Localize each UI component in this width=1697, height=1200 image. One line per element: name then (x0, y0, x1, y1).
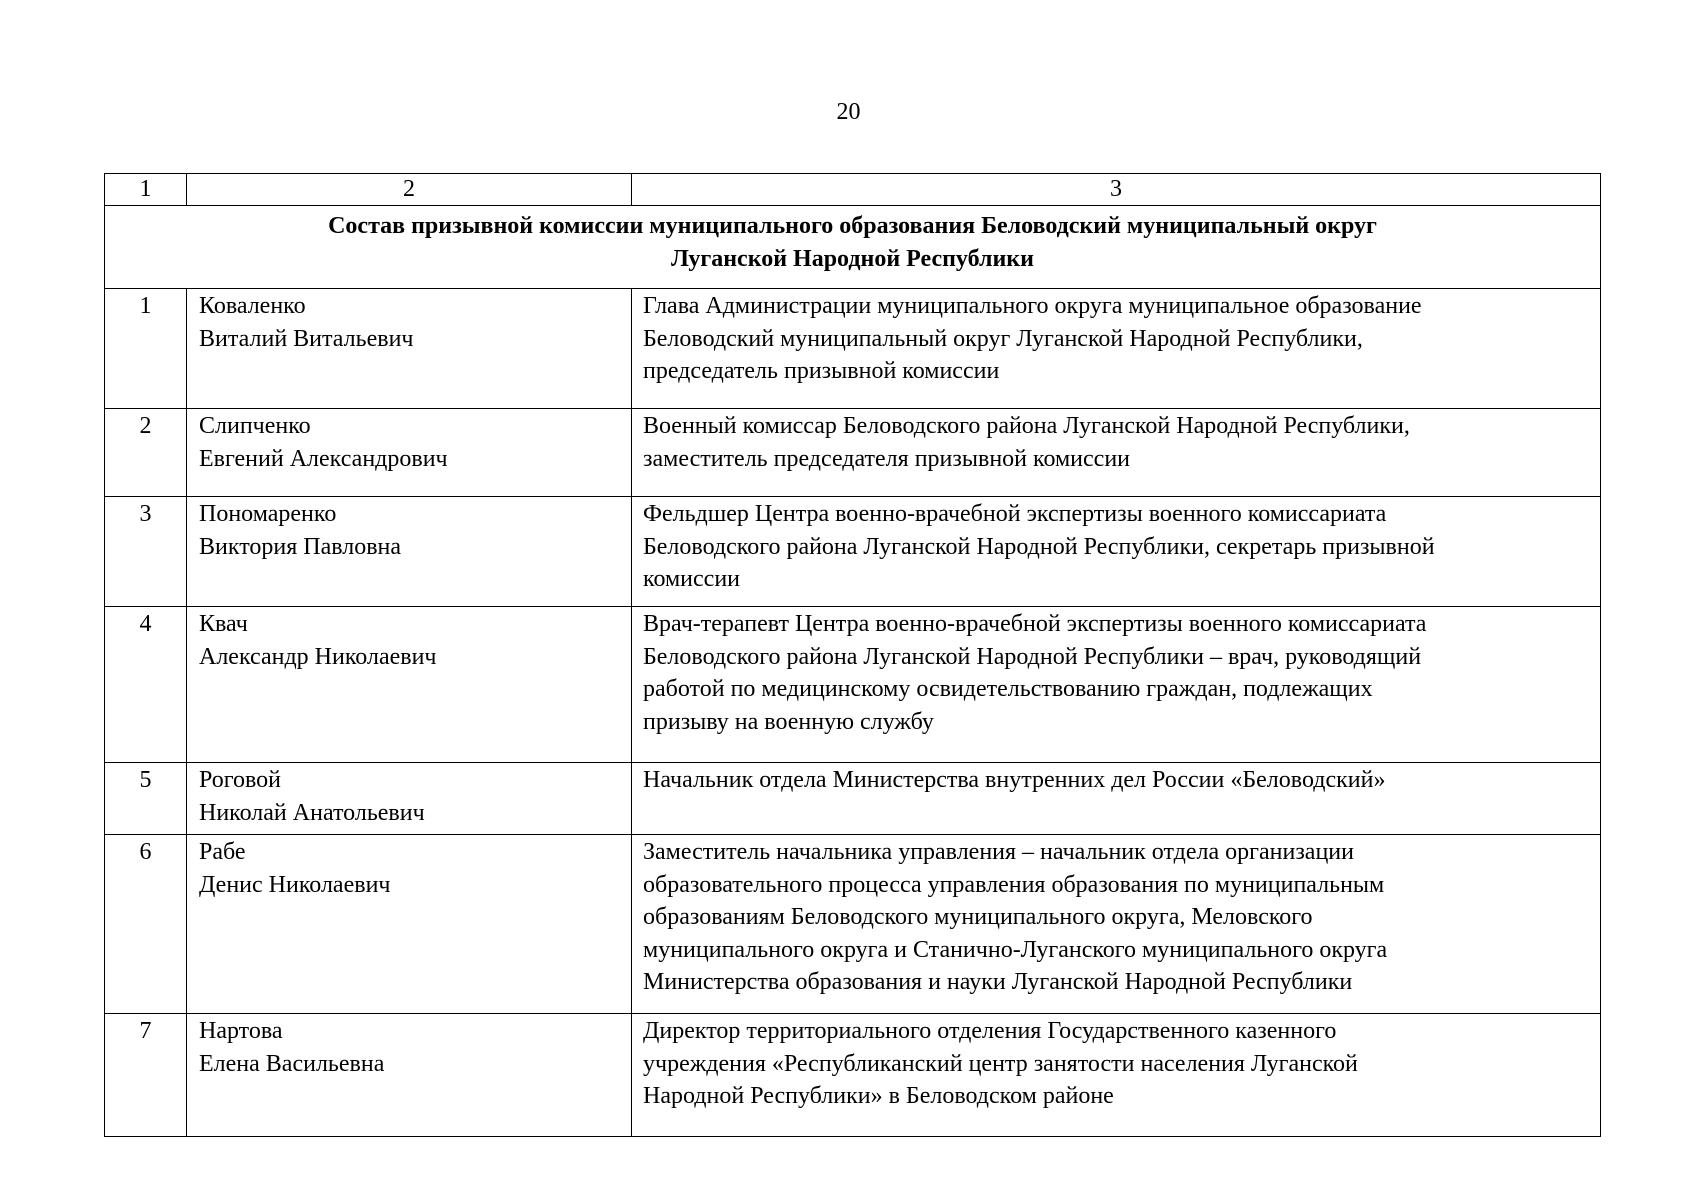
position-line: муниципального округа и Станично-Луганского муниципального округа (643, 936, 1388, 963)
position-line: Директор территориального отделения Государственного казенного (643, 1018, 1337, 1044)
position-line: комиссии (643, 566, 741, 592)
row-number: 2 (105, 409, 187, 497)
member-position (632, 289, 1601, 409)
surname: Пономаренко (199, 501, 337, 527)
given-names: Виктория Павловна (199, 533, 402, 560)
member-name (187, 835, 632, 1014)
position-line: Заместитель начальника управления – начальник отдела организации (643, 839, 1354, 865)
member-position (632, 763, 1601, 835)
position-line: Беловодского района Луганской Народной Республики, секретарь призывной (643, 533, 1435, 560)
position-line: призыву на военную службу (643, 708, 934, 735)
member-name (187, 409, 632, 497)
given-names: Елена Васильевна (199, 1050, 385, 1077)
surname: Квач (199, 611, 248, 637)
position-line: Врач-терапевт Центра военно-врачебной экспертизы военного комиссариата (643, 611, 1427, 637)
section-title-line: Состав призывной комиссии муниципального образования Беловодский муниципальный округ (328, 213, 1377, 239)
position-line: Министерства образования и науки Луганской Народной Республики (643, 969, 1353, 995)
row-number: 1 (105, 289, 187, 409)
position-line: Беловодского района Луганской Народной Республики – врач, руководящий (643, 643, 1422, 670)
position-line: Начальник отдела Министерства внутренних дел России «Беловодский» (643, 767, 1386, 793)
section-title-row (105, 206, 1601, 289)
table-row (105, 497, 1601, 607)
row-number: 7 (105, 1014, 187, 1137)
section-title (105, 206, 1601, 289)
member-name (187, 1014, 632, 1137)
position-line: работой по медицинскому освидетельствованию граждан, подлежащих (643, 676, 1373, 702)
row-number: 4 (105, 607, 187, 763)
member-name (187, 763, 632, 835)
position-line: образовательного процесса управления образования по муниципальным (643, 871, 1385, 898)
row-number: 5 (105, 763, 187, 835)
member-position (632, 497, 1601, 607)
position-line: Военный комиссар Беловодского района Луганской Народной Республики, (643, 413, 1410, 439)
table-row (105, 289, 1601, 409)
table-row (105, 835, 1601, 1014)
given-names: Денис Николаевич (199, 871, 391, 898)
position-line: председатель призывной комиссии (643, 358, 1000, 384)
row-number: 6 (105, 835, 187, 1014)
position-line: учреждения «Республиканский центр занятости населения Луганской (643, 1050, 1358, 1077)
table-row (105, 763, 1601, 835)
given-names: Виталий Витальевич (199, 325, 414, 352)
position-line: Фельдшер Центра военно-врачебной экспертизы военного комиссариата (643, 501, 1387, 527)
surname: Коваленко (199, 293, 306, 319)
member-position (632, 1014, 1601, 1137)
position-line: заместитель председателя призывной комиссии (643, 445, 1131, 472)
member-position (632, 607, 1601, 763)
position-line: Глава Администрации муниципального округа муниципальное образование (643, 293, 1422, 319)
given-names: Евгений Александрович (199, 445, 448, 472)
row-number: 3 (105, 497, 187, 607)
page-number: 20 (836, 99, 861, 125)
position-line: Народной Республики» в Беловодском районе (643, 1083, 1114, 1109)
table-row (105, 607, 1601, 763)
table-header-row (105, 174, 1601, 206)
column-number-2: 2 (187, 174, 632, 206)
position-line: образованиям Беловодского муниципального округа, Меловского (643, 904, 1313, 930)
member-position (632, 409, 1601, 497)
commission-table (104, 173, 1601, 1137)
table-row (105, 1014, 1601, 1137)
member-name (187, 607, 632, 763)
table-row (105, 409, 1601, 497)
surname: Роговой (199, 767, 282, 793)
column-number-3: 3 (632, 174, 1601, 206)
position-line: Беловодский муниципальный округ Луганской Народной Республики, (643, 325, 1363, 352)
member-name (187, 497, 632, 607)
member-name (187, 289, 632, 409)
surname: Рабе (199, 839, 246, 865)
surname: Нартова (199, 1018, 283, 1044)
section-title-line: Луганской Народной Республики (671, 246, 1034, 272)
surname: Слипченко (199, 413, 311, 439)
member-position (632, 835, 1601, 1014)
given-names: Александр Николаевич (199, 643, 437, 670)
column-number-1: 1 (105, 174, 187, 206)
given-names: Николай Анатольевич (199, 799, 425, 826)
